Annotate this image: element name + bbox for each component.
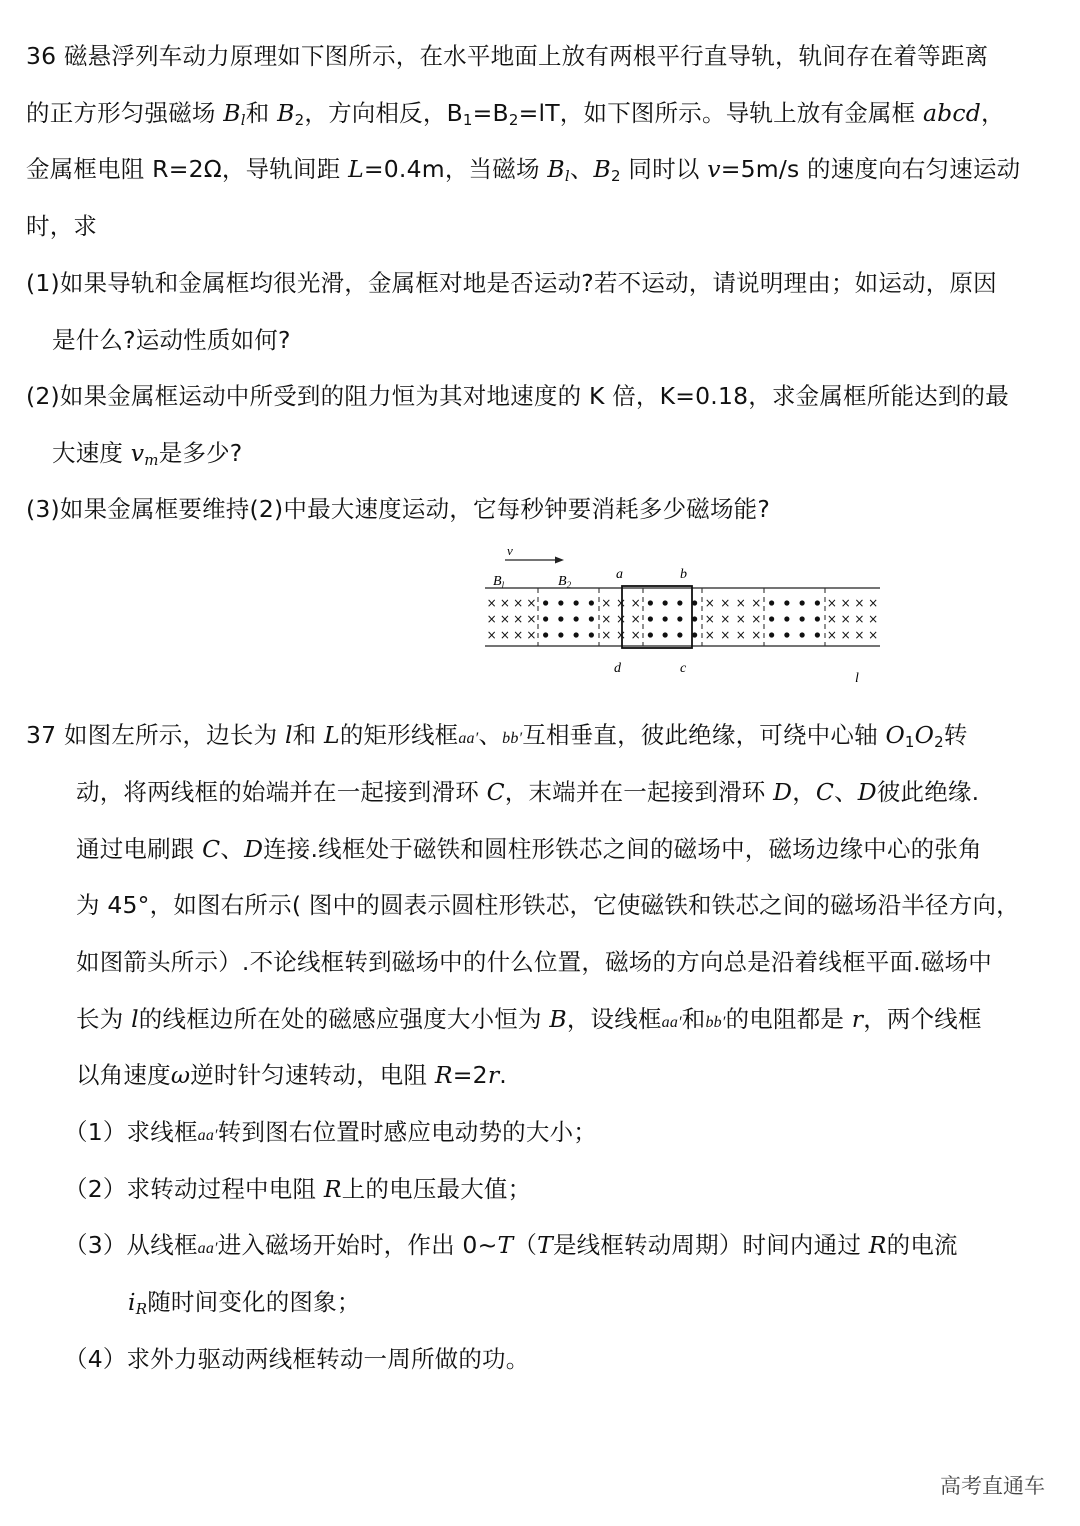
field-in-cross: × xyxy=(601,628,612,642)
field-in-cross: × xyxy=(826,612,837,626)
q37-sub2: （2）求转动过程中电阻 R上的电压最大值； xyxy=(64,1175,532,1203)
field-in-cross: × xyxy=(751,612,762,626)
maglev-field-diagram xyxy=(480,540,880,688)
field-in-cross: × xyxy=(526,628,537,642)
field-out-dot xyxy=(815,600,820,605)
field-in-cross: × xyxy=(720,628,731,642)
q36-line-4: 时，求 xyxy=(26,212,98,240)
field-in-cross: × xyxy=(513,596,524,610)
field-out-dot xyxy=(784,616,789,621)
field-in-cross: × xyxy=(526,596,537,610)
field-in-cross: × xyxy=(704,628,715,642)
field-in-cross: × xyxy=(704,612,715,626)
q36-line-2: 的正方形匀强磁场 $B_l$和 $B_2$，方向相反，$B_1=B_2=lT$，如下图所示。导轨上放有金属框 abcd， xyxy=(26,99,1005,129)
field-out-dot xyxy=(558,600,563,605)
q37-sub3-line-2: $i_R$随时间变化的图象； xyxy=(128,1288,361,1318)
q37-line-3: 通过电刷跟 C、D连接.线框处于磁铁和圆柱形铁芯之间的磁场中，磁场边缘中心的张角 xyxy=(76,835,982,863)
field-out-dot xyxy=(574,616,579,621)
field-in-cross: × xyxy=(854,596,865,610)
field-in-cross: × xyxy=(840,612,851,626)
field-in-cross: × xyxy=(840,596,851,610)
field-in-cross: × xyxy=(720,612,731,626)
field-in-cross: × xyxy=(615,628,627,642)
field-out-dot xyxy=(589,600,594,605)
q36-sub1-line-1: (1)如果导轨和金属框均很光滑，金属框对地是否运动?若不运动，请说明理由；如运动，原因 xyxy=(26,269,997,297)
q36-sub2-line-2: 大速度 $v_m$是多少? xyxy=(52,439,243,469)
q37-line-2: 动，将两线框的始端并在一起接到滑环 C，末端并在一起接到滑环 D，C、D彼此绝缘. xyxy=(76,778,980,806)
field-in-cross: × xyxy=(615,612,627,626)
field-in-cross: × xyxy=(513,628,524,642)
field-b1-label: $B_l$ xyxy=(493,574,505,590)
field-out-dot xyxy=(648,632,653,637)
field-in-cross: × xyxy=(486,596,497,610)
field-out-dot xyxy=(543,600,548,605)
field-symbols xyxy=(487,596,879,642)
q36-sub1-line-2: 是什么?运动性质如何? xyxy=(52,326,291,354)
field-out-dot xyxy=(800,600,805,605)
q37-sub3-line-1: （3）从线框aa′进入磁场开始时，作出 0~T（T是线框转动周期）时间内通过 R的电流 xyxy=(64,1231,958,1259)
field-in-cross: × xyxy=(526,612,537,626)
q37-line-1: 37 如图左所示，边长为 l和 L的矩形线框aa′、bb′互相垂直，彼此绝缘，可绕中心轴 $O_1O_2$转 xyxy=(26,721,968,751)
q37-line-5: 如图箭头所示）.不论线框转到磁场中的什么位置，磁场的方向总是沿着线框平面.磁场中 xyxy=(76,948,992,976)
field-out-dot xyxy=(648,616,653,621)
field-in-cross: × xyxy=(840,628,851,642)
field-out-dot xyxy=(677,616,682,621)
field-in-cross: × xyxy=(630,628,641,642)
velocity-label: v xyxy=(507,543,513,558)
q37-line-4: 为 45°，如图右所示( 图中的圆表示圆柱形铁芯，它使磁铁和铁芯之间的磁场沿半径方向， xyxy=(76,891,1020,919)
field-in-cross: × xyxy=(868,596,879,610)
field-out-dot xyxy=(692,600,697,605)
q36-sub2-line-1: (2)如果金属框运动中所受到的阻力恒为其对地速度的 K 倍，K=0.18，求金属框所能达到的最 xyxy=(26,382,1009,410)
field-out-dot xyxy=(784,632,789,637)
field-in-cross: × xyxy=(499,612,510,626)
field-out-dot xyxy=(663,632,668,637)
field-out-dot xyxy=(663,616,668,621)
q37-line-6: 长为 l的线框边所在处的磁感应强度大小恒为 B，设线框aa′和bb′的电阻都是 r，两个线框 xyxy=(76,1005,982,1033)
q37-sub4: （4）求外力驱动两线框转动一周所做的功。 xyxy=(64,1345,530,1373)
field-out-dot xyxy=(663,600,668,605)
field-in-cross: × xyxy=(854,612,865,626)
field-out-dot xyxy=(574,632,579,637)
field-out-dot xyxy=(558,616,563,621)
q37-line-7: 以角速度ω逆时针匀速转动，电阻 R=2r. xyxy=(76,1061,507,1089)
field-out-dot xyxy=(800,616,805,621)
field-out-dot xyxy=(815,632,820,637)
field-in-cross: × xyxy=(751,596,762,610)
field-in-cross: × xyxy=(630,612,641,626)
field-b2-label: $B_2$ xyxy=(558,574,572,590)
field-out-dot xyxy=(692,632,697,637)
q36-line-1: 36 磁悬浮列车动力原理如下图所示，在水平地面上放有两根平行直导轨，轨间存在着等距离 xyxy=(26,42,989,70)
field-out-dot xyxy=(692,616,697,621)
length-l-label: l xyxy=(855,671,859,686)
field-out-dot xyxy=(677,600,682,605)
field-in-cross: × xyxy=(704,596,715,610)
field-out-dot xyxy=(558,632,563,637)
field-in-cross: × xyxy=(826,596,837,610)
field-in-cross: × xyxy=(751,628,762,642)
field-in-cross: × xyxy=(601,596,612,610)
field-out-dot xyxy=(589,632,594,637)
field-in-cross: × xyxy=(486,628,497,642)
field-in-cross: × xyxy=(735,596,746,610)
watermark-text: 高考直通车 xyxy=(940,1474,1045,1498)
field-in-cross: × xyxy=(868,612,879,626)
q37-sub1: （1）求线框aa′转到图右位置时感应电动势的大小； xyxy=(64,1118,597,1146)
field-in-cross: × xyxy=(720,596,731,610)
field-out-dot xyxy=(769,616,774,621)
field-in-cross: × xyxy=(826,628,837,642)
field-out-dot xyxy=(815,616,820,621)
corner-b-label: b xyxy=(680,567,687,582)
field-out-dot xyxy=(784,600,789,605)
field-out-dot xyxy=(648,600,653,605)
field-in-cross: × xyxy=(499,596,510,610)
q36-line-3: 金属框电阻 R=2Ω，导轨间距 L=0.4m，当磁场 $B_l$、$B_2$ 同时以 v=5m/s 的速度向右匀速运动 xyxy=(26,155,1021,185)
field-out-dot xyxy=(769,600,774,605)
q36-sub3: (3)如果金属框要维持(2)中最大速度运动，它每秒钟要消耗多少磁场能? xyxy=(26,495,771,523)
field-in-cross: × xyxy=(601,612,612,626)
field-out-dot xyxy=(574,600,579,605)
field-out-dot xyxy=(543,632,548,637)
field-in-cross: × xyxy=(868,628,879,642)
field-out-dot xyxy=(543,616,548,621)
field-in-cross: × xyxy=(513,612,524,626)
field-in-cross: × xyxy=(615,596,627,610)
field-in-cross: × xyxy=(735,628,746,642)
field-diagram-svg xyxy=(480,540,880,688)
corner-c-label: c xyxy=(680,661,687,676)
field-in-cross: × xyxy=(735,612,746,626)
field-in-cross: × xyxy=(630,596,641,610)
field-out-dot xyxy=(677,632,682,637)
field-out-dot xyxy=(769,632,774,637)
field-out-dot xyxy=(800,632,805,637)
corner-d-label: d xyxy=(614,661,621,676)
corner-a-label: a xyxy=(616,567,623,582)
field-in-cross: × xyxy=(854,628,865,642)
field-in-cross: × xyxy=(486,612,497,626)
field-in-cross: × xyxy=(499,628,510,642)
velocity-arrow-head xyxy=(555,557,564,564)
field-out-dot xyxy=(589,616,594,621)
